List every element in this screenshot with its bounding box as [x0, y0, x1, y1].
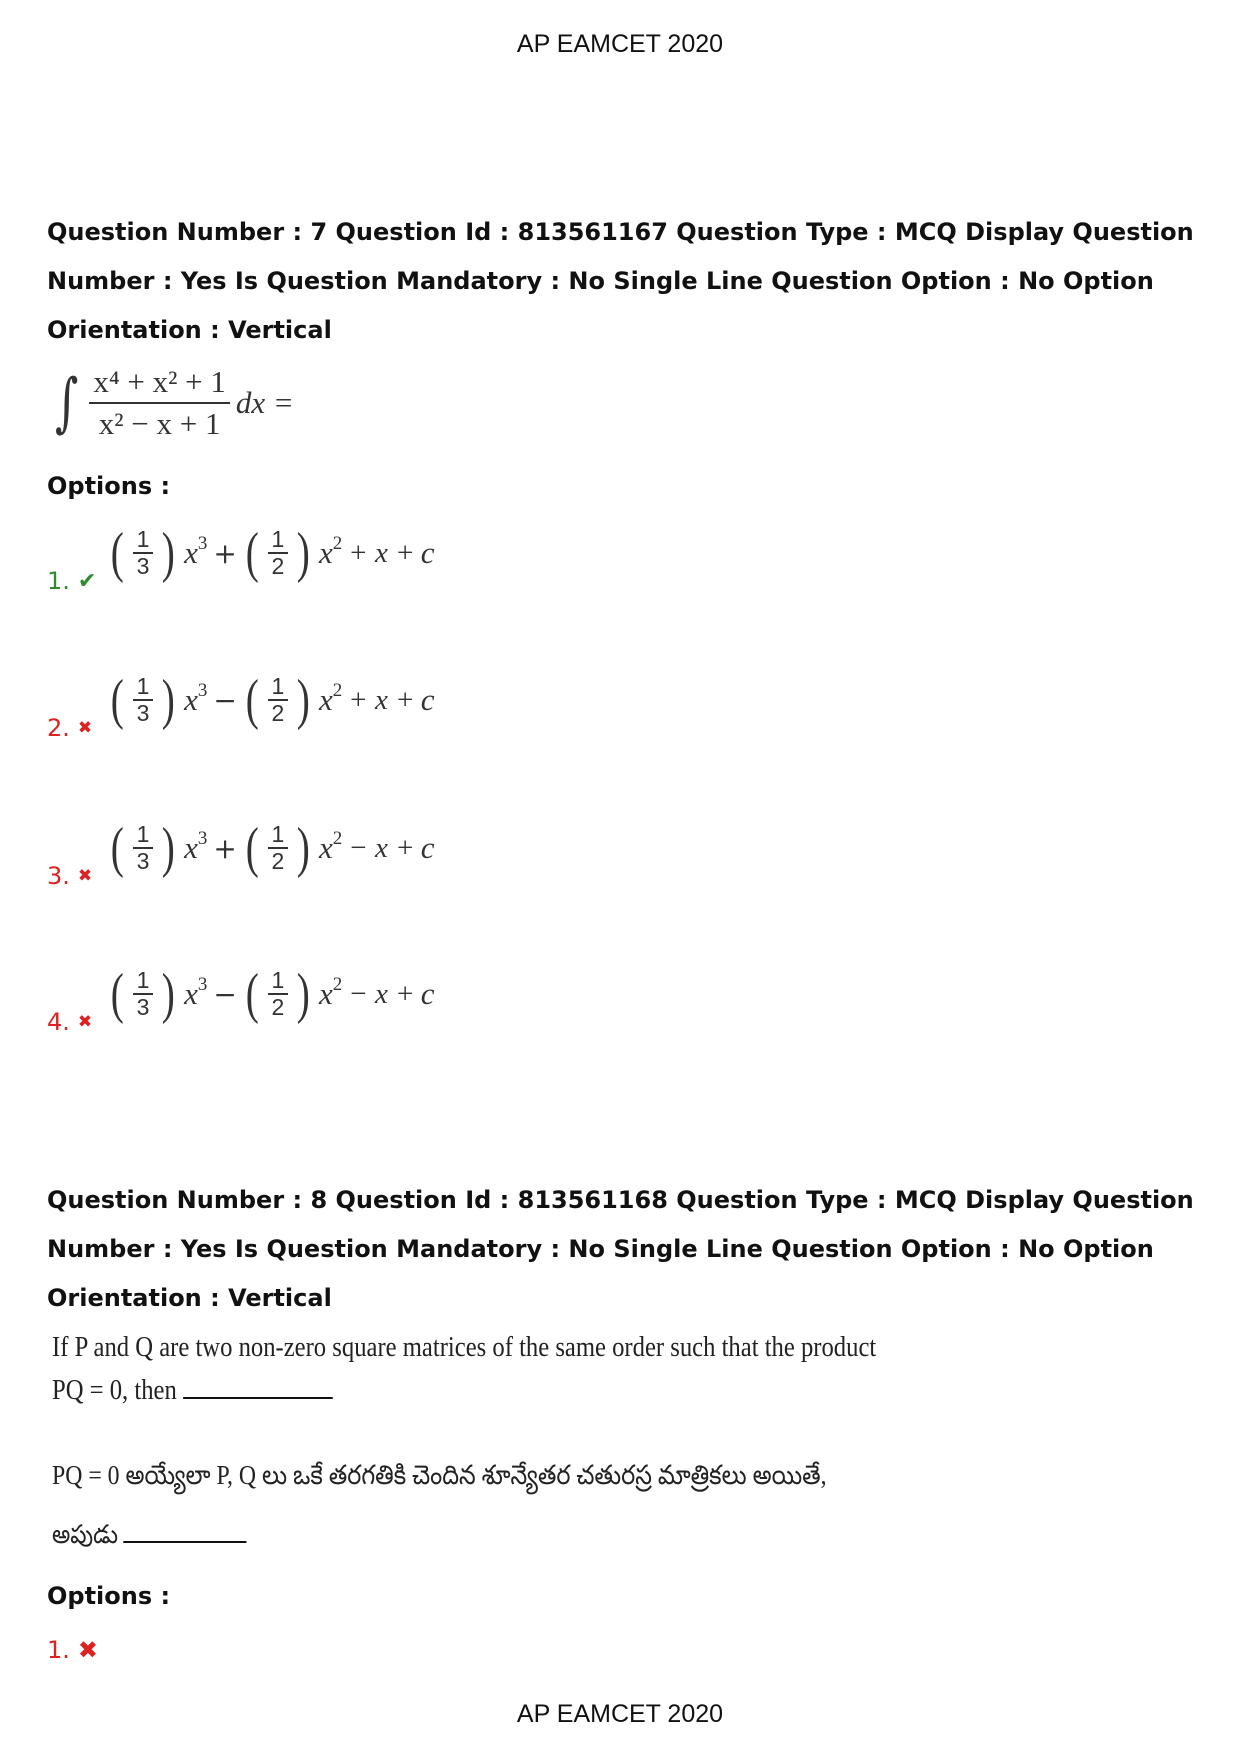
paren: )	[162, 817, 176, 879]
question-8-header: Question Number : 8 Question Id : 813561168 Question Type : MCQ Display Question Number : Yes Is Question Mandatory : No Single Line Question Option : No Option Orientation : Vertical	[47, 1186, 1194, 1312]
paren: (	[110, 963, 124, 1025]
numerator: x⁴ + x² + 1	[89, 362, 230, 404]
check-icon: ✔	[77, 568, 97, 594]
denominator: x² − x + 1	[98, 406, 221, 441]
question-7-option-3-expression[interactable]	[108, 817, 435, 879]
var: x	[184, 976, 198, 1011]
num: 1	[133, 968, 154, 995]
fraction-one-third	[133, 968, 154, 1020]
fraction-one-half	[268, 527, 289, 579]
var: x	[184, 830, 198, 865]
power: 2	[332, 974, 343, 995]
power: 3	[197, 680, 208, 701]
answer-blank	[124, 1541, 247, 1543]
power: 3	[197, 974, 208, 995]
paren: (	[245, 963, 259, 1025]
cross-icon: ✖	[77, 1636, 99, 1664]
question-8-text-telugu-line1: PQ = 0 అయ్యేలా P, Q లు ఒకే తరగతికి చెందిన శూన్యేతర చతురస్ర మాత్రికలు అయితే,	[52, 1460, 827, 1490]
den: 3	[136, 553, 150, 579]
power: 2	[332, 828, 343, 849]
question-8-text-english-line2	[52, 1375, 333, 1407]
den: 3	[136, 700, 150, 726]
paren: )	[162, 522, 176, 584]
integrand-fraction	[89, 362, 230, 444]
question-8-text-english-line1: If P and Q are two non-zero square matrices of the same order such that the product	[52, 1332, 877, 1363]
power: 3	[197, 533, 208, 554]
constant: c	[420, 682, 435, 717]
power: 2	[332, 680, 343, 701]
paren: )	[162, 963, 176, 1025]
option-number: 2.	[47, 714, 70, 742]
question-7-option-4-label[interactable]	[47, 1008, 92, 1036]
paren: )	[297, 522, 311, 584]
power: 2	[332, 533, 343, 554]
question-7-option-1-label[interactable]	[47, 567, 96, 595]
terms: + x +	[348, 536, 415, 569]
sign: −	[213, 977, 237, 1011]
den: 2	[271, 553, 285, 579]
fraction-one-third	[133, 674, 154, 726]
question-7-option-4-expression[interactable]	[108, 963, 435, 1025]
var: x	[318, 830, 333, 865]
option-number: 4.	[47, 1008, 70, 1036]
question-7-option-2-expression[interactable]	[108, 669, 435, 731]
running-header: AP EAMCET 2020	[516, 30, 724, 58]
paren: (	[110, 817, 124, 879]
question-7-options-label: Options :	[47, 472, 171, 500]
terms: + x +	[348, 683, 415, 716]
question-8-option-1[interactable]	[47, 1636, 98, 1664]
var: x	[184, 535, 198, 570]
fraction-one-half	[268, 968, 289, 1020]
paren: (	[110, 669, 124, 731]
cross-icon: ✖	[77, 866, 93, 886]
cross-icon: ✖	[77, 718, 93, 738]
fraction-one-third	[133, 822, 154, 874]
text: PQ = 0, then	[52, 1375, 177, 1406]
paren: )	[297, 963, 311, 1025]
question-7-option-1-expression[interactable]	[108, 522, 435, 584]
num: 1	[133, 674, 154, 701]
sign: +	[213, 536, 237, 570]
integral-sign-icon: ∫	[55, 366, 79, 440]
option-number: 1.	[47, 1636, 70, 1664]
fraction-one-half	[268, 674, 289, 726]
den: 3	[136, 994, 150, 1020]
num: 1	[133, 822, 154, 849]
paren: )	[297, 669, 311, 731]
paren: (	[110, 522, 124, 584]
num: 1	[268, 968, 289, 995]
option-number: 1.	[47, 567, 70, 595]
question-8-options-label: Options :	[47, 1582, 171, 1610]
cross-icon: ✖	[77, 1012, 93, 1032]
option-number: 3.	[47, 862, 70, 890]
var: x	[318, 682, 333, 717]
den: 2	[271, 848, 285, 874]
den: 2	[271, 700, 285, 726]
integral-tail: dx =	[235, 385, 294, 420]
num: 1	[268, 822, 289, 849]
paren: )	[162, 669, 176, 731]
constant: c	[420, 976, 435, 1011]
den: 3	[136, 848, 150, 874]
question-7-option-3-label[interactable]	[47, 862, 92, 890]
sign: −	[213, 683, 237, 717]
constant: c	[420, 535, 435, 570]
question-7-integral	[50, 362, 294, 444]
var: x	[318, 535, 333, 570]
den: 2	[271, 994, 285, 1020]
question-7-option-2-label[interactable]	[47, 714, 92, 742]
fraction-one-third	[133, 527, 154, 579]
fraction-one-half	[268, 822, 289, 874]
paren: (	[245, 522, 259, 584]
running-footer: AP EAMCET 2020	[516, 1700, 724, 1728]
power: 3	[197, 828, 208, 849]
num: 1	[133, 527, 154, 554]
terms: − x +	[348, 831, 415, 864]
question-7-header: Question Number : 7 Question Id : 813561167 Question Type : MCQ Display Question Number : Yes Is Question Mandatory : No Single Line Question Option : No Option Orientation : Vertical	[47, 218, 1194, 344]
sign: +	[213, 831, 237, 865]
paren: (	[245, 817, 259, 879]
question-8-text-telugu-line2	[52, 1520, 247, 1556]
num: 1	[268, 674, 289, 701]
var: x	[318, 976, 333, 1011]
constant: c	[420, 830, 435, 865]
terms: − x +	[348, 977, 415, 1010]
var: x	[184, 682, 198, 717]
answer-blank	[183, 1397, 333, 1399]
paren: )	[297, 817, 311, 879]
paren: (	[245, 669, 259, 731]
num: 1	[268, 527, 289, 554]
text: అపుడు	[52, 1520, 118, 1549]
